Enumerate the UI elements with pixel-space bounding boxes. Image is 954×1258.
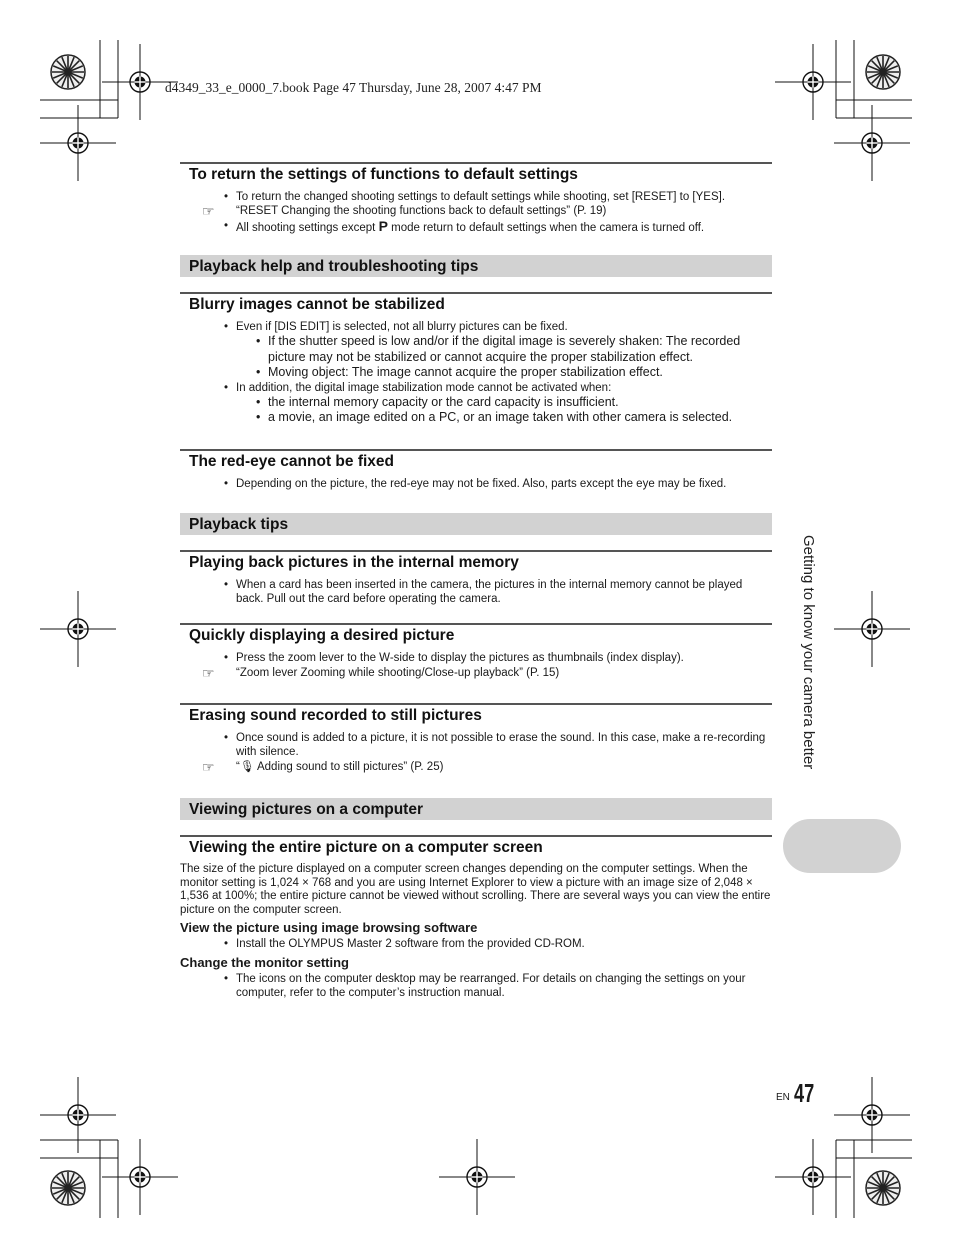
section-title-erase-sound: Erasing sound recorded to still pictures [180, 703, 772, 725]
bullet-return-default-2: • All shooting settings except P mode return to default settings when the camera is turned off. [236, 219, 772, 235]
bullet-install-software: • Install the OLYMPUS Master 2 software from the provided CD-ROM. [236, 937, 772, 951]
reference-icon: ☞ [202, 203, 215, 219]
section-title-entire-picture: Viewing the entire picture on a computer screen [180, 835, 772, 857]
subbullet-blurry-1: • If the shutter speed is low and/or if the digital image is severely shaken: The recorded picture may not be stabilized or cannot acquire the proper stabilization effect. [268, 334, 772, 365]
reference-icon: ☞ [202, 759, 215, 775]
section-bar-computer: Viewing pictures on a computer [180, 798, 772, 820]
bullet-blurry-2: • In addition, the digital image stabilization mode cannot be activated when: [236, 381, 772, 395]
bullet-monitor-setting: • The icons on the computer desktop may be rearranged. For details on changing the settings on your computer, refer to the computer’s instruction manual. [236, 972, 772, 1000]
section-bar-playback-help: Playback help and troubleshooting tips [180, 255, 772, 277]
book-info-line: d4349_33_e_0000_7.book Page 47 Thursday, June 28, 2007 4:47 PM [165, 80, 542, 95]
page-number: 47 [794, 1078, 815, 1108]
section-title-internal-memory: Playing back pictures in the internal memory [180, 550, 772, 572]
subheading-monitor-setting: Change the monitor setting [180, 955, 349, 970]
mode-p-icon: P [378, 218, 388, 234]
subbullet-blurry-3: • the internal memory capacity or the card capacity is insufficient. [268, 395, 772, 411]
reference-icon: ☞ [202, 665, 215, 681]
section-title-blurry: Blurry images cannot be stabilized [180, 292, 772, 314]
bullet-redeye-1: • Depending on the picture, the red-eye may not be fixed. Also, parts except the eye may be fixed. [236, 477, 772, 491]
subheading-browsing-software: View the picture using image browsing software [180, 920, 478, 935]
subbullet-blurry-2: • Moving object: The image cannot acquire the proper stabilization effect. [268, 365, 772, 381]
section-title-return-default: To return the settings of functions to default settings [180, 162, 772, 184]
section-title-redeye: The red-eye cannot be fixed [180, 449, 772, 471]
subbullet-blurry-4: • a movie, an image edited on a PC, or an image taken with other camera is selected. [268, 410, 772, 426]
reference-adding-sound: “🎙 Adding sound to still pictures” (P. 25) [236, 761, 444, 773]
bullet-blurry-1: • Even if [DIS EDIT] is selected, not all blurry pictures can be fixed. [236, 320, 772, 334]
section-title-quick-display: Quickly displaying a desired picture [180, 623, 772, 645]
entire-picture-paragraph: The size of the picture displayed on a computer screen changes depending on the computer settings. When the monitor setting is 1,024 × 768 and you are using Internet Explorer to view a picture with an image size of 2,048 × 1,536 at 100%; the entire picture cannot be viewed without scrolling. There are several ways you can view the entire picture on the computer screen. [180, 863, 771, 916]
page-language: EN [776, 1092, 790, 1103]
bullet-return-default-1: • To return the changed shooting settings to default settings while shooting, set [RESET] to [YES]. [236, 190, 772, 204]
bullet-erase-sound-1: • Once sound is added to a picture, it is not possible to erase the sound. In this case, make a re-recording with silence. [236, 731, 772, 759]
reference-reset: “RESET Changing the shooting functions back to default settings” (P. 19) [236, 205, 607, 217]
side-chapter-label: Getting to know your camera better [800, 535, 817, 770]
bullet-quick-display-1: • Press the zoom lever to the W-side to display the pictures as thumbnails (index display). [236, 651, 772, 665]
section-bar-playback-tips: Playback tips [180, 513, 772, 535]
reference-zoom-lever: “Zoom lever Zooming while shooting/Close-up playback” (P. 15) [236, 667, 560, 679]
side-tab-marker [783, 819, 901, 873]
bullet-internal-memory-1: • When a card has been inserted in the camera, the pictures in the internal memory cannot be played back. Pull out the card before operating the camera. [236, 578, 772, 606]
